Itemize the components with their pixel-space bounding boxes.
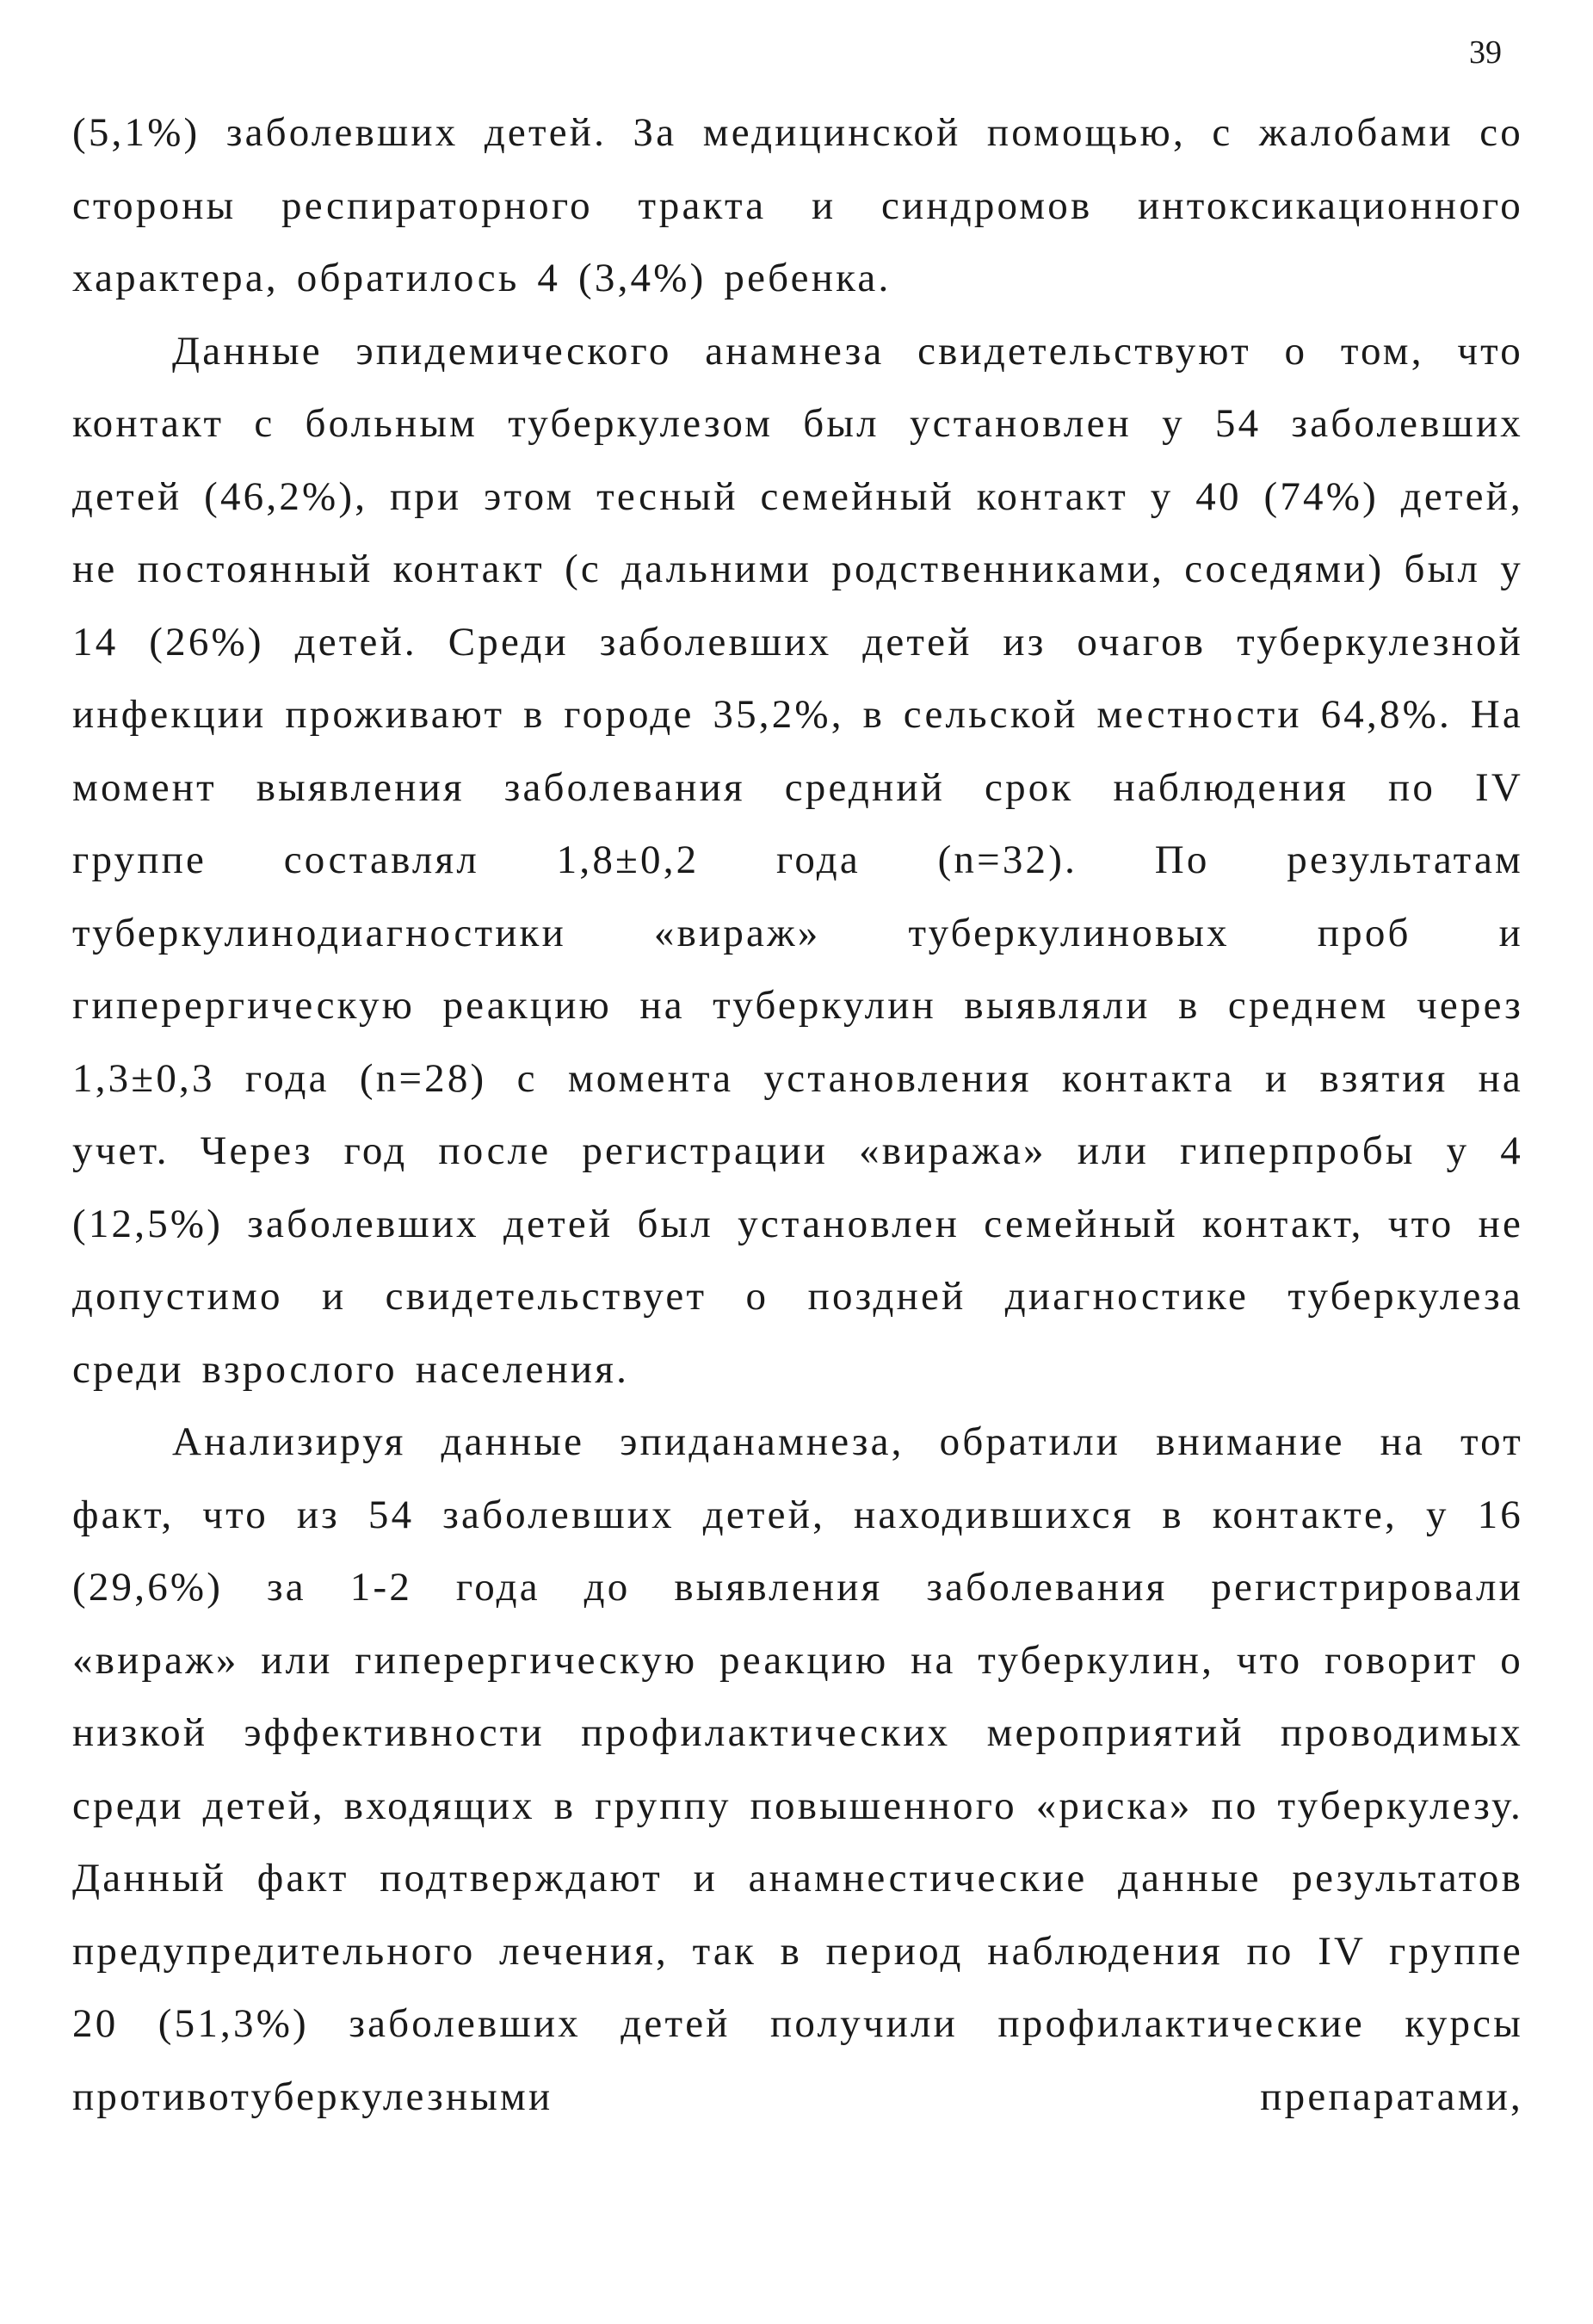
page-number: 39: [1469, 34, 1502, 71]
document-body: [72, 96, 1523, 2133]
paragraph-continuation: (5,1%) заболевших детей. За медицинской помощью, с жалобами со стороны респираторного тракта и синдромов интоксикационного характера, обратилось 4 (3,4%) ребенка.: [72, 110, 1523, 300]
paragraph-epidanamnesis-analysis: Анализируя данные эпиданамнеза, обратили внимание на тот факт, что из 54 заболевших детей, находившихся в контакте, у 16 (29,6%) за 1-2 года до выявления заболевания регистрировали «вираж» или гиперергическую реакцию на туберкулин, что говорит о низкой эффективности профилактических мероприятий проводимых среди детей, входящих в группу повышенного «риска» по туберкулезу. Данный факт подтверждают и анамнестические данные результатов предупредительного лечения, так в период наблюдения по IV группе 20 (51,3%) заболевших детей получили профилактические курсы противотуберкулезными препаратами,: [72, 1419, 1523, 2119]
paragraph-epidemic-anamnesis: Данные эпидемического анамнеза свидетельствуют о том, что контакт с больным туберкулезом был установлен у 54 заболевших детей (46,2%), при этом тесный семейный контакт у 40 (74%) детей, не постоянный контакт (с дальними родственниками, соседями) был у 14 (26%) детей. Среди заболевших детей из очагов туберкулезной инфекции проживают в городе 35,2%, в сельской местности 64,8%. На момент выявления заболевания средний срок наблюдения по IV группе составлял 1,8±0,2 года (n=32). По результатам туберкулинодиагностики «вираж» туберкулиновых проб и гиперергическую реакцию на туберкулин выявляли в среднем через 1,3±0,3 года (n=28) с момента установления контакта и взятия на учет. Через год после регистрации «виража» или гиперпробы у 4 (12,5%) заболевших детей был установлен семейный контакт, что не допустимо и свидетельствует о поздней диагностике туберкулеза среди взрослого населения.: [72, 328, 1523, 1392]
